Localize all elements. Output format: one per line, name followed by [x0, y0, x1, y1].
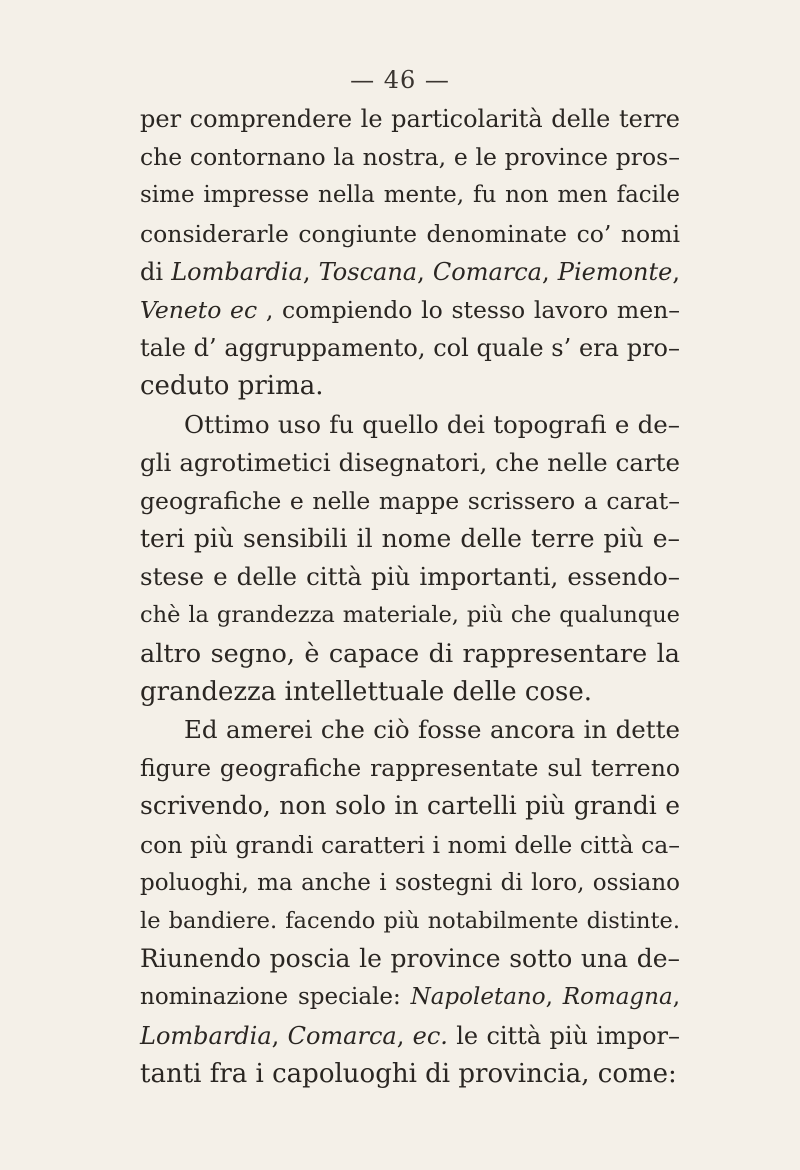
text-run: figure geografiche rappresentate sul terreno	[140, 754, 680, 783]
text-run: Ed amerei che ciò fosse ancora in dette	[184, 715, 680, 744]
text-run: chè la grandezza materiale, più che qualunque	[140, 602, 680, 629]
paragraph	[140, 711, 680, 1093]
text-line	[140, 1017, 680, 1055]
italic-place-name: Comarca	[287, 1021, 397, 1050]
text-line	[140, 787, 680, 825]
text-run: ,	[672, 257, 680, 286]
text-line	[140, 1055, 680, 1093]
italic-place-name: Piemonte	[557, 257, 673, 286]
text-line	[140, 215, 680, 253]
text-line	[140, 176, 680, 214]
text-run: Ottimo uso fu quello dei topografi e de–	[184, 409, 680, 439]
body-text	[140, 100, 680, 1093]
text-line	[140, 520, 680, 558]
page-number: — 46 —	[350, 66, 450, 94]
text-line	[140, 749, 680, 787]
italic-place-name: Romagna	[562, 984, 673, 1011]
italic-place-name: Lombardia	[140, 1021, 272, 1050]
text-run: di	[140, 257, 172, 286]
italic-place-name: Veneto ec	[140, 295, 258, 324]
text-run: nominazione speciale:	[140, 984, 411, 1011]
text-run: con più grandi caratteri i nomi delle città ca–	[140, 830, 680, 859]
text-run: le bandiere. facendo più notabilmente distinte.	[140, 907, 680, 934]
text-run: ,	[542, 257, 558, 286]
text-run: ,	[417, 257, 433, 286]
text-run: ,	[545, 984, 563, 1011]
text-line	[140, 329, 680, 367]
text-line	[140, 138, 680, 176]
text-line	[140, 444, 680, 482]
italic-place-name: Napoletano	[410, 984, 546, 1011]
italic-place-name: Lombardia	[171, 257, 303, 286]
text-run: ,	[672, 984, 680, 1011]
text-run: tale d’ aggruppamento, col quale s’ era pro–	[140, 334, 680, 363]
text-line	[140, 940, 680, 978]
text-run: le città più impor–	[447, 1021, 681, 1050]
text-run: scrivendo, non solo in cartelli più grandi e	[140, 791, 680, 821]
text-run: tanti fra i capoluoghi di provincia, come:	[140, 1058, 677, 1089]
text-line	[140, 482, 680, 520]
text-run: ,	[302, 257, 319, 286]
text-line	[140, 635, 680, 673]
text-line	[140, 100, 680, 138]
text-run: geografiche e nelle mappe scrissero a carat–	[140, 486, 680, 515]
text-run: , compiendo lo stesso lavoro men–	[257, 295, 680, 324]
text-run: stese e delle città più importanti, essendo–	[140, 562, 680, 592]
text-run: Riunendo poscia le province sotto una de–	[140, 944, 680, 974]
text-run: gli agrotimetici disegnatori, che nelle carte	[140, 447, 680, 477]
italic-place-name: Comarca	[432, 257, 542, 286]
text-run: ,	[396, 1021, 413, 1050]
text-run: ceduto prima.	[140, 371, 324, 402]
paragraph	[140, 100, 680, 406]
text-line	[140, 558, 680, 596]
paragraph	[140, 406, 680, 712]
text-line	[140, 291, 680, 329]
text-run: che contornano la nostra, e le province pros–	[140, 143, 680, 172]
text-run: poluoghi, ma anche i sostegni di loro, ossiano	[140, 869, 680, 896]
text-run: per comprendere le particolarità delle terre	[140, 105, 680, 133]
text-run: considerarle congiunte denominate co’ nomi	[140, 219, 680, 248]
text-line	[140, 367, 680, 405]
text-line	[140, 902, 680, 940]
italic-place-name: ec.	[412, 1021, 448, 1050]
text-line	[140, 406, 680, 444]
text-line	[140, 826, 680, 864]
text-line	[140, 253, 680, 291]
text-line	[140, 711, 680, 749]
text-run: sime impresse nella mente, fu non men facile	[140, 182, 680, 209]
text-line	[140, 978, 680, 1016]
text-line	[140, 864, 680, 902]
text-run: altro segno, è capace di rappresentare la	[140, 638, 680, 669]
text-run: teri più sensibili il nome delle terre più e–	[140, 524, 680, 554]
text-line	[140, 596, 680, 634]
text-line	[140, 673, 680, 711]
text-run: grandezza intellettuale delle cose.	[140, 676, 593, 707]
italic-place-name: Toscana	[318, 257, 418, 286]
text-run: ,	[271, 1021, 288, 1050]
